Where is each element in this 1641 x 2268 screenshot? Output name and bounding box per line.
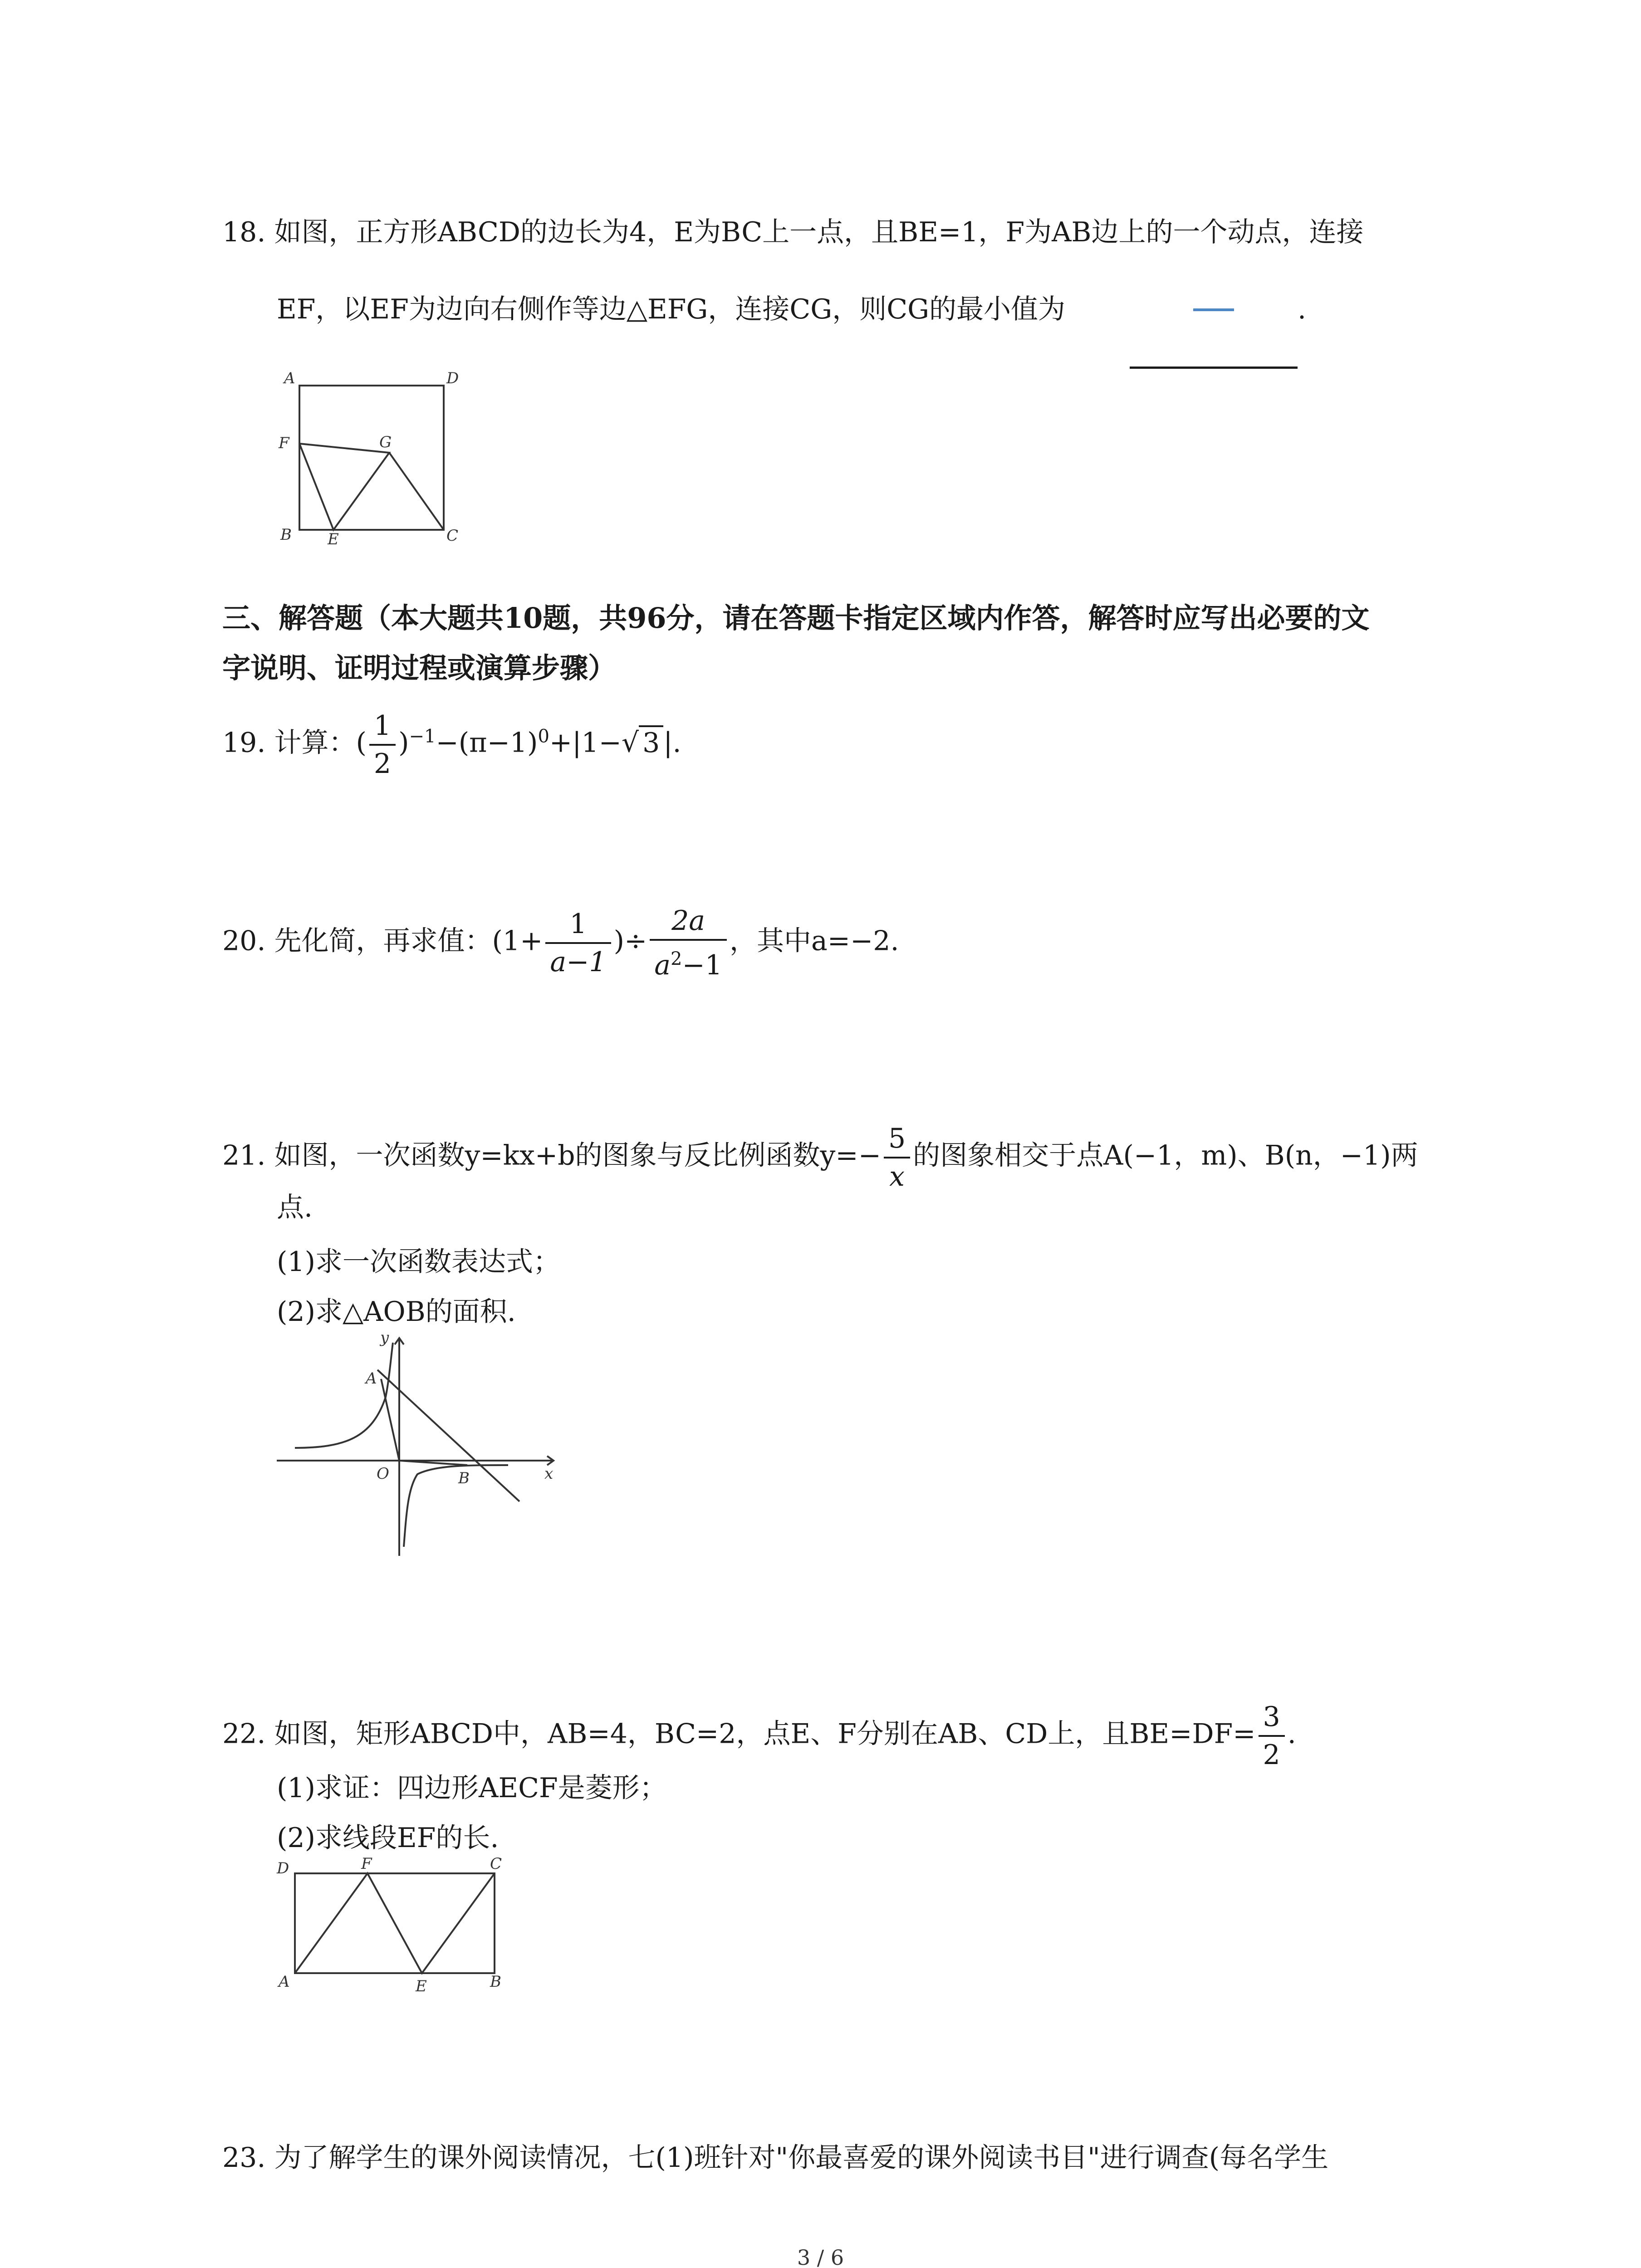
q21-figure bbox=[272, 1329, 563, 1560]
q20-frac1-den: a−1 bbox=[550, 946, 607, 978]
q20-fraction-2 bbox=[650, 903, 727, 983]
q21-prefix: 21. 如图，一次函数y=kx+b的图象与反比例函数y=− bbox=[222, 1139, 881, 1172]
q20-prefix: 20. 先化简，再求值：(1+ bbox=[222, 925, 543, 957]
q19-abs-start: +|1− bbox=[549, 727, 622, 759]
q20 bbox=[222, 903, 899, 983]
q22-suffix: . bbox=[1287, 1718, 1296, 1750]
q20-frac2-num: 2a bbox=[650, 903, 727, 941]
q19-frac-den: 2 bbox=[373, 748, 392, 780]
label-e: E bbox=[416, 1977, 427, 1995]
q22-fraction bbox=[1259, 1699, 1285, 1773]
q18-line2: EF，以EF为边向右侧作等边△EFG，连接CG，则CG的最小值为 bbox=[277, 293, 1066, 325]
q21-line2: 点. bbox=[277, 1192, 313, 1223]
section-heading-line1: 三、解答题（本大题共10题，共96分，请在答题卡指定区域内作答，解答时应写出必要的文 bbox=[222, 601, 1370, 635]
q18-figure bbox=[272, 363, 472, 553]
q22-prefix: 22. 如图，矩形ABCD中，AB=4，BC=2，点E、F分别在AB、CD上，且BE=DF= bbox=[222, 1718, 1256, 1750]
q19 bbox=[222, 708, 681, 782]
q20-frac2-den-base: a bbox=[654, 949, 671, 981]
label-g: G bbox=[379, 433, 392, 451]
label-c: C bbox=[490, 1855, 502, 1873]
square-abcd bbox=[299, 386, 444, 530]
q18-line1: 18. 如图，正方形ABCD的边长为4，E为BC上一点，且BE=1，F为AB边上的一个动点，连接 bbox=[222, 216, 1364, 248]
q19-exp-0: 0 bbox=[538, 726, 549, 747]
q21-fraction bbox=[884, 1120, 910, 1195]
q20-divide: )÷ bbox=[613, 925, 647, 957]
segment-cg bbox=[389, 453, 444, 530]
label-d: D bbox=[277, 1859, 289, 1877]
q18-period: . bbox=[1298, 293, 1307, 325]
segment-oa bbox=[381, 1379, 399, 1461]
label-b: B bbox=[280, 526, 292, 544]
q19-end: |. bbox=[663, 727, 681, 759]
q22-part1: (1)求证：四边形AECF是菱形； bbox=[277, 1772, 667, 1804]
q21-part2: (2)求△AOB的面积. bbox=[277, 1296, 516, 1328]
q21-frac-num: 5 bbox=[884, 1120, 910, 1158]
label-f: F bbox=[361, 1855, 372, 1873]
label-c: C bbox=[446, 527, 459, 545]
label-o: O bbox=[377, 1465, 389, 1483]
q21-suffix: 的图象相交于点A(−1，m)、B(n，−1)两 bbox=[913, 1139, 1418, 1172]
q20-frac2-den-exp: 2 bbox=[671, 948, 682, 969]
label-b: B bbox=[490, 1973, 501, 1991]
q22-part2: (2)求线段EF的长. bbox=[277, 1822, 499, 1854]
q21-frac-den: x bbox=[889, 1161, 905, 1193]
q22-frac-num: 3 bbox=[1259, 1699, 1285, 1737]
answer-blank-line bbox=[1130, 367, 1298, 369]
answer-blank-mark bbox=[1193, 308, 1234, 311]
label-y: y bbox=[380, 1329, 389, 1347]
q19-close-paren: ) bbox=[398, 727, 409, 759]
q19-exp-neg1: −1 bbox=[409, 726, 436, 747]
label-e: E bbox=[328, 530, 339, 548]
q20-frac2-den-tail: −1 bbox=[682, 949, 722, 981]
q20-suffix: ，其中a=−2. bbox=[729, 925, 899, 957]
section-heading-line2: 字说明、证明过程或演算步骤） bbox=[222, 651, 617, 684]
q19-mid: −(π−1) bbox=[436, 727, 538, 759]
label-b: B bbox=[458, 1469, 470, 1487]
q20-frac1-num: 1 bbox=[545, 906, 611, 944]
q23-line1: 23. 为了解学生的课外阅读情况，七(1)班针对"你最喜爱的课外阅读书目"进行调查(每名学生 bbox=[222, 2142, 1329, 2174]
page-number: 3 / 6 bbox=[797, 2245, 844, 2268]
label-f: F bbox=[279, 434, 289, 452]
triangle-efg bbox=[299, 444, 389, 530]
label-a: A bbox=[279, 1973, 290, 1991]
label-a: A bbox=[366, 1369, 377, 1388]
label-d: D bbox=[446, 369, 459, 387]
label-x: x bbox=[544, 1465, 554, 1483]
label-a: A bbox=[284, 369, 295, 387]
q19-frac-num: 1 bbox=[369, 708, 396, 746]
q20-fraction-1 bbox=[545, 906, 611, 980]
q22-frac-den: 2 bbox=[1263, 1739, 1280, 1771]
q21-part1: (1)求一次函数表达式； bbox=[277, 1246, 560, 1278]
q21-line1 bbox=[222, 1120, 1418, 1195]
hyperbola-branch-2 bbox=[295, 1343, 393, 1448]
q19-fraction bbox=[369, 708, 396, 782]
q22-figure bbox=[272, 1855, 526, 2009]
q19-prefix: 19. 计算：( bbox=[222, 727, 367, 759]
rhombus-aecf bbox=[295, 1873, 495, 1973]
q19-sqrt-arg: 3 bbox=[639, 725, 663, 759]
q19-sqrt-sign: √ bbox=[621, 727, 639, 759]
q22-line1 bbox=[222, 1699, 1296, 1773]
